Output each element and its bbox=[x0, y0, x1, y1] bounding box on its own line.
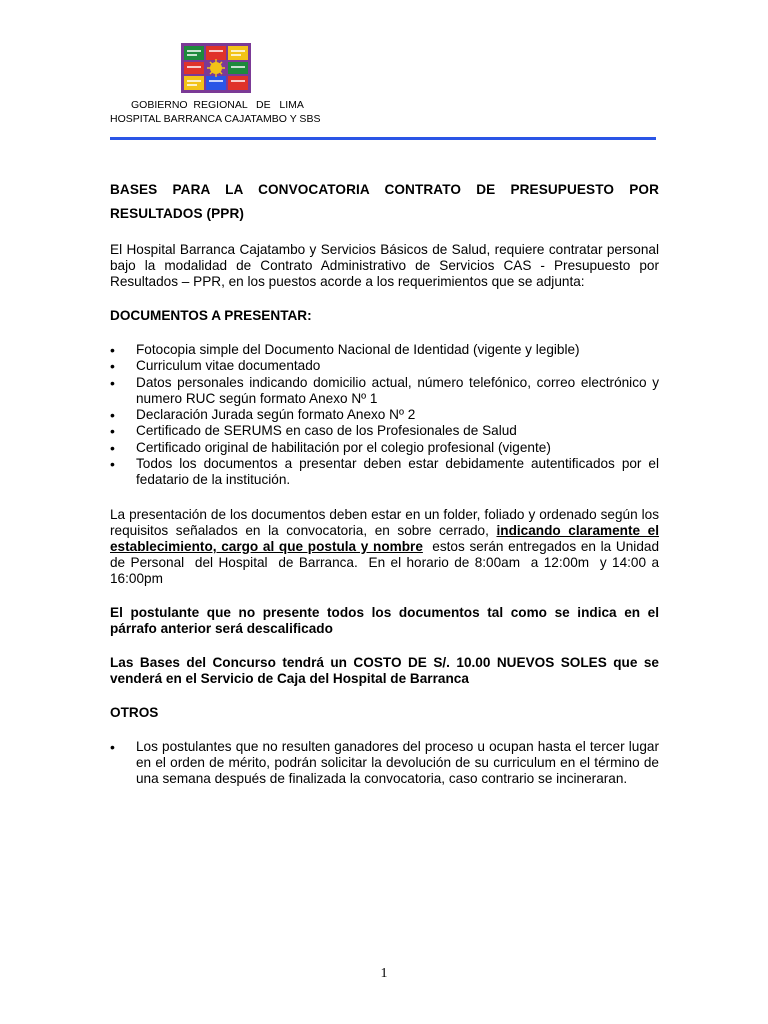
list-item: • Certificado de SERUMS en caso de los Profesionales de Salud bbox=[110, 423, 659, 439]
hospital-logo-icon bbox=[181, 43, 251, 93]
document-body bbox=[110, 178, 663, 788]
list-item: • Todos los documentos a presentar deben estar debidamente autentificados por el fedatario de la institución. bbox=[110, 456, 659, 489]
intro-paragraph: El Hospital Barranca Cajatambo y Servicios Básicos de Salud, requiere contratar personal bajo la modalidad de Contrato Administrativo de Servicios CAS - Presupuesto por Resultados – PPR, en los puestos acorde a los requerimientos que se adjunta: bbox=[110, 242, 659, 289]
list-item: • Datos personales indicando domicilio actual, número telefónico, correo electrónico y numero RUC según formato Anexo Nº 1 bbox=[110, 375, 659, 408]
presentation-paragraph bbox=[110, 506, 663, 587]
document-title: BASES PARA LA CONVOCATORIA CONTRATO DE PRESUPUESTO POR RESULTADOS (PPR) bbox=[110, 182, 659, 221]
list-item: • Fotocopia simple del Documento Nacional de Identidad (vigente y legible) bbox=[110, 342, 659, 358]
presentation-emphasis: indicando claramente el establecimiento, cargo al que postula y nombre bbox=[110, 522, 659, 554]
otros-list bbox=[110, 739, 659, 788]
documents-list bbox=[110, 342, 659, 489]
presentation-text-pre: La presentación de los documentos deben estar en un folder, foliado y ordenado según los requisitos señalados en la convocatoria, en sobre cerrado, bbox=[110, 506, 659, 538]
warning-paragraph: El postulante que no presente todos los documentos tal como se indica en el párrafo anterior será descalificado bbox=[110, 604, 659, 636]
org-line-1: GOBIERNO REGIONAL DE LIMA bbox=[131, 99, 304, 111]
presentation-text-post: estos serán entregados en la Unidad de Personal del Hospital de Barranca. En el horario de 8:00am a 12:00m y 14:00 a 16:00pm bbox=[110, 538, 663, 586]
header-divider bbox=[110, 137, 656, 140]
org-line-2: HOSPITAL BARRANCA CAJATAMBO Y SBS bbox=[110, 113, 321, 125]
list-item: • Certificado original de habilitación por el colegio profesional (vigente) bbox=[110, 440, 659, 456]
otros-heading: OTROS bbox=[110, 704, 159, 720]
page-number: 1 bbox=[380, 966, 388, 981]
list-item: • Declaración Jurada según formato Anexo Nº 2 bbox=[110, 407, 659, 423]
documents-heading: DOCUMENTOS A PRESENTAR: bbox=[110, 308, 312, 323]
list-item: • Curriculum vitae documentado bbox=[110, 358, 659, 374]
cost-paragraph: Las Bases del Concurso tendrá un COSTO DE S/. 10.00 NUEVOS SOLES que se venderá en el Servicio de Caja del Hospital de Barranca bbox=[110, 654, 659, 686]
list-item: • Los postulantes que no resulten ganadores del proceso u ocupan hasta el tercer lugar en el orden de mérito, podrán solicitar la devolución de su curriculum en el término de una semana después de finalizada la convocatoria, caso contrario se incineraran. bbox=[110, 739, 659, 788]
